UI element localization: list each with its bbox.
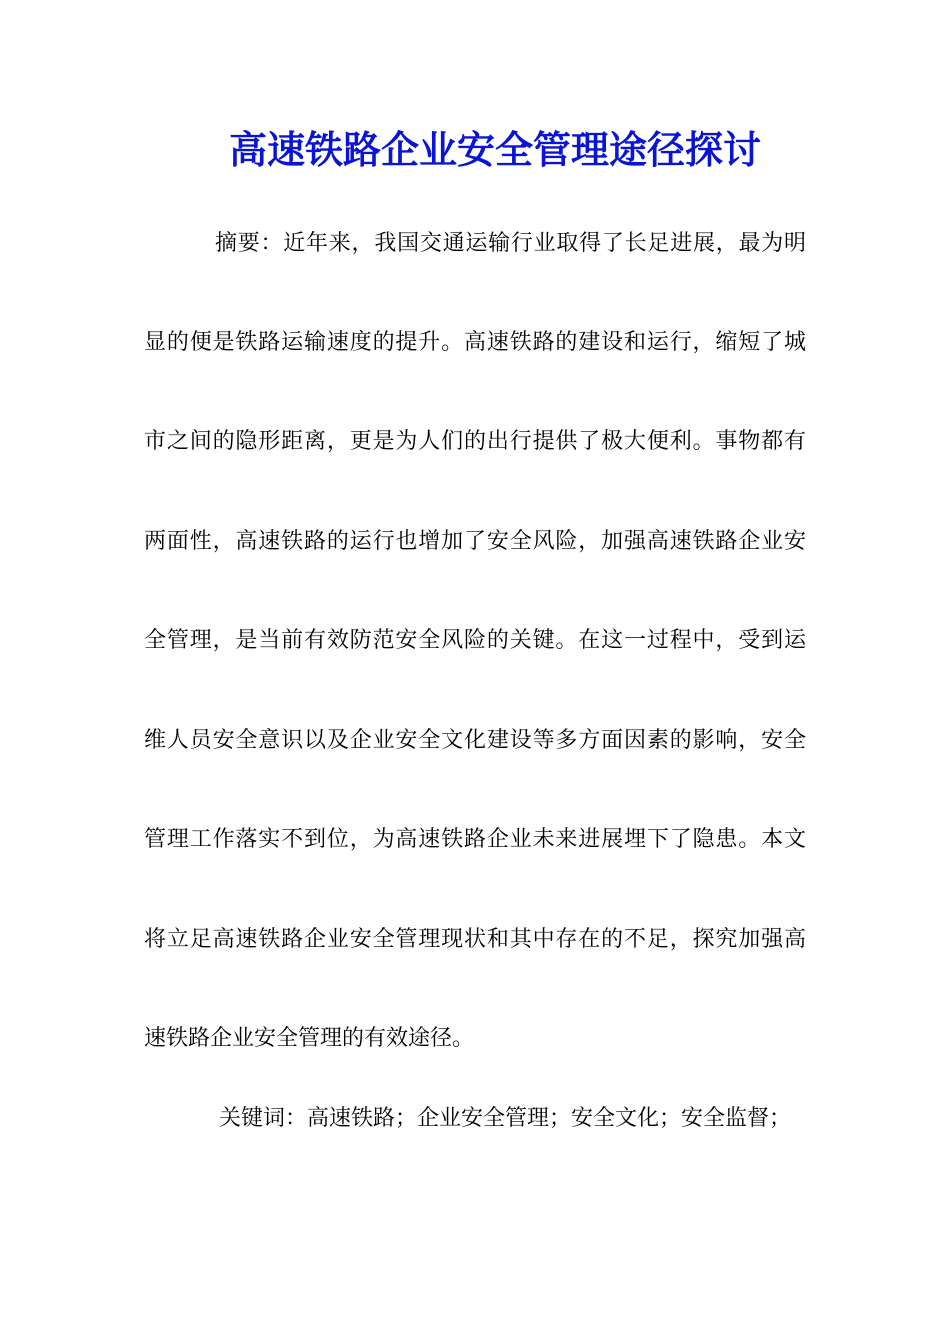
abstract-line: 管理工作落实不到位，为高速铁路企业未来进展埋下了隐患。本文 — [144, 827, 806, 852]
abstract-line: 显的便是铁路运输速度的提升。高速铁路的建设和运行，缩短了城 — [144, 330, 806, 355]
abstract-line: 摘要：近年来，我国交通运输行业取得了长足进展，最为明 — [215, 231, 806, 256]
abstract-line: 市之间的隐形距离，更是为人们的出行提供了极大便利。事物都有 — [144, 429, 806, 454]
keywords-line: 关键词：高速铁路；企业安全管理；安全文化；安全监督； — [219, 1106, 792, 1131]
abstract-line: 维人员安全意识以及企业安全文化建设等多方面因素的影响，安全 — [144, 728, 806, 753]
abstract-line: 两面性，高速铁路的运行也增加了安全风险，加强高速铁路企业安 — [144, 529, 806, 554]
abstract-line: 将立足高速铁路企业安全管理现状和其中存在的不足，探究加强高 — [144, 927, 806, 952]
abstract-line: 速铁路企业安全管理的有效途径。 — [144, 1026, 475, 1051]
abstract-line: 全管理，是当前有效防范安全风险的关键。在这一过程中，受到运 — [144, 628, 806, 653]
document-title: 高速铁路企业安全管理途径探讨 — [228, 127, 761, 172]
